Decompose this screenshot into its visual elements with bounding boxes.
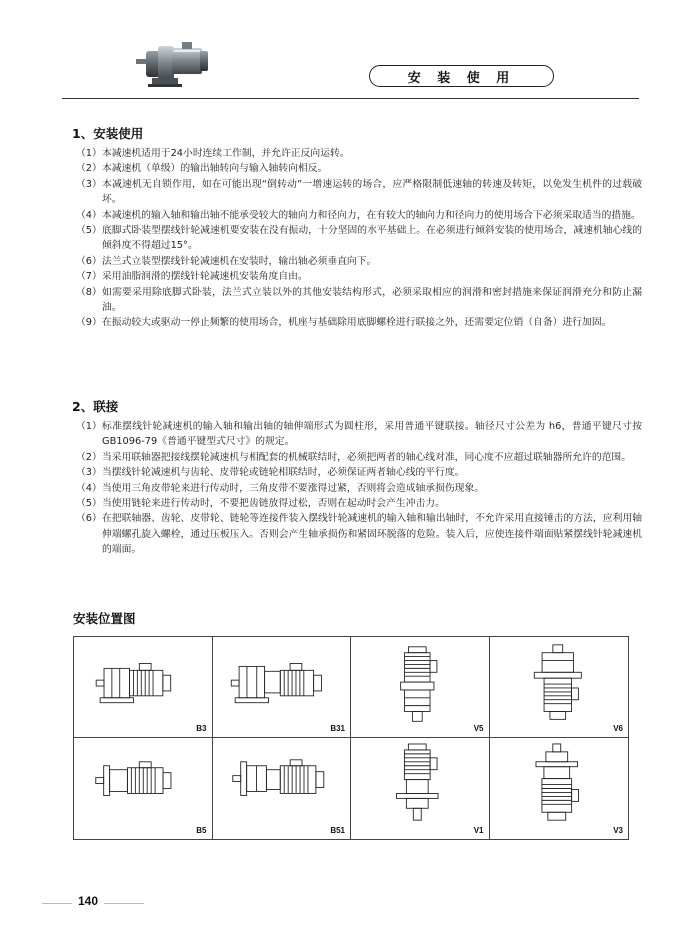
list-item	[72, 481, 642, 496]
b31-drawing-icon	[213, 637, 351, 737]
list-item	[72, 419, 642, 450]
item-text: 本减速机（单级）的输出轴转向与输入轴转向相反。	[102, 163, 328, 175]
item-list	[72, 419, 642, 558]
position-label: V5	[473, 724, 484, 733]
position-cell	[213, 637, 352, 738]
diagram-title: 安装位置图	[73, 611, 136, 626]
section-install-use	[72, 124, 642, 331]
item-list	[72, 146, 642, 331]
position-cell	[490, 637, 629, 738]
header-divider	[62, 98, 639, 99]
item-number: （1）	[76, 421, 102, 432]
header-title: 安 装 使 用	[369, 65, 554, 87]
position-cell	[74, 738, 213, 839]
position-cell	[351, 637, 490, 738]
list-item	[72, 285, 642, 316]
position-label: B51	[330, 826, 345, 835]
item-number: （5）	[76, 498, 102, 510]
item-text: 法兰式立装型摆线针轮减速机在安装时，输出轴必须垂直向下。	[102, 255, 377, 267]
install-position-grid	[73, 636, 629, 840]
item-number: （4）	[76, 482, 102, 494]
item-text: 标准摆线针轮减速机的输入轴和输出轴的轴伸端形式为圆柱形，采用普通平键联接。轴径尺寸公差为 h6，普通平键尺寸按GB1096-79《普通平键型式尺寸》的规定。	[102, 421, 642, 448]
footer-divider	[42, 903, 72, 904]
item-text: 底脚式卧装型摆线针轮减速机要安装在没有振动，十分坚固的水平基础上。在必须进行倾斜安装的使用场合，减速机轴心线的倾斜度不得超过15°。	[102, 225, 642, 252]
v1-drawing-icon	[351, 738, 489, 839]
b3-drawing-icon	[74, 637, 212, 737]
section-title: 2、联接	[72, 399, 119, 414]
position-cell	[213, 738, 352, 839]
position-cell	[351, 738, 490, 839]
item-number: （6）	[76, 255, 102, 267]
position-cell	[490, 738, 629, 839]
v3-drawing-icon	[490, 738, 629, 839]
item-text: 当使用三角皮带轮来进行传动时，三角皮带不要涨得过紧，否则将会造成轴承损伤现象。	[102, 482, 485, 494]
list-item	[72, 511, 642, 557]
v5-drawing-icon	[351, 637, 489, 737]
item-text: 采用油脂润滑的摆线针轮减速机安装角度自由。	[102, 271, 308, 283]
page-number: 140	[78, 894, 99, 908]
item-number: （7）	[76, 271, 102, 283]
list-item	[72, 223, 642, 254]
list-item	[72, 254, 642, 269]
item-number: （4）	[76, 209, 102, 221]
item-number: （3）	[76, 467, 102, 479]
item-number: （2）	[76, 163, 102, 175]
section-connection	[72, 397, 642, 558]
item-text: 本减速机适用于24小时连续工作制，并允许正反向运转。	[102, 148, 350, 159]
item-text: 如需要采用除底脚式卧装，法兰式立装以外的其他安装结构形式，必须采取相应的润滑和密封措施来保证润滑充分和防止漏油。	[102, 286, 642, 314]
position-label: V6	[613, 724, 623, 733]
item-text: 当摆线针轮减速机与齿轮、皮带轮或链轮相联结时，必须保证两者轴心线的平行度。	[102, 467, 465, 479]
item-number: （1）	[76, 148, 102, 159]
item-number: （8）	[76, 286, 102, 298]
item-number: （9）	[76, 317, 102, 329]
item-text: 本减速机的输入轴和输出轴不能承受较大的轴向力和径向力，在有较大的轴向力和径向力的使用场合下必须采取适当的措施。	[102, 209, 641, 221]
item-text: 本减速机无自锁作用，如在可能出现“倒转动”一增速运转的场合，应严格限制低速轴的转速及转矩，以免发生机件的过载破坏。	[102, 178, 642, 206]
b51-drawing-icon	[213, 738, 351, 839]
item-number: （3）	[76, 178, 102, 190]
list-item	[72, 315, 642, 330]
reducer-product-image	[132, 36, 212, 96]
list-item	[72, 146, 642, 161]
item-number: （2）	[76, 451, 102, 463]
item-text: 当采用联轴器把接线摆轮减速机与相配套的机械联结时，必须把两者的轴心线对准，同心度不应超过联轴器所允许的范围。	[102, 451, 632, 463]
position-label: B5	[196, 826, 207, 835]
item-number: （5）	[76, 225, 102, 237]
section-title: 1、安装使用	[72, 126, 144, 141]
position-label: B31	[330, 724, 345, 733]
list-item	[72, 450, 642, 465]
list-item	[72, 177, 642, 208]
list-item	[72, 161, 642, 176]
v6-drawing-icon	[490, 637, 629, 737]
b5-drawing-icon	[74, 738, 212, 839]
list-item	[72, 269, 642, 284]
list-item	[72, 208, 642, 223]
list-item	[72, 496, 642, 511]
item-number: （6）	[76, 513, 102, 525]
list-item	[72, 465, 642, 480]
item-text: 当使用链轮来进行传动时，不要把齿链放得过松，否则在起动时会产生冲击力。	[102, 498, 445, 510]
footer-divider	[104, 903, 144, 904]
item-text: 在振动较大或驱动一停止频繁的使用场合，机座与基础除用底脚螺栓进行联接之外，还需要定位销（自备）进行加固。	[102, 317, 612, 329]
position-label: V3	[613, 826, 623, 835]
position-label: V1	[473, 826, 484, 835]
position-label: B3	[196, 724, 207, 733]
item-text: 在把联轴器、齿轮、皮带轮、链轮等连接件装入摆线针轮减速机的输入轴和输出轴时，不允许采用直接锤击的方法，应利用轴伸端螺孔旋入螺栓，通过压板压入。否则会产生轴承损伤和紧固环脱落的危险。装入后，应使连接件端面贴紧摆线针轮减速机的端面。	[102, 513, 642, 556]
position-cell	[74, 637, 213, 738]
